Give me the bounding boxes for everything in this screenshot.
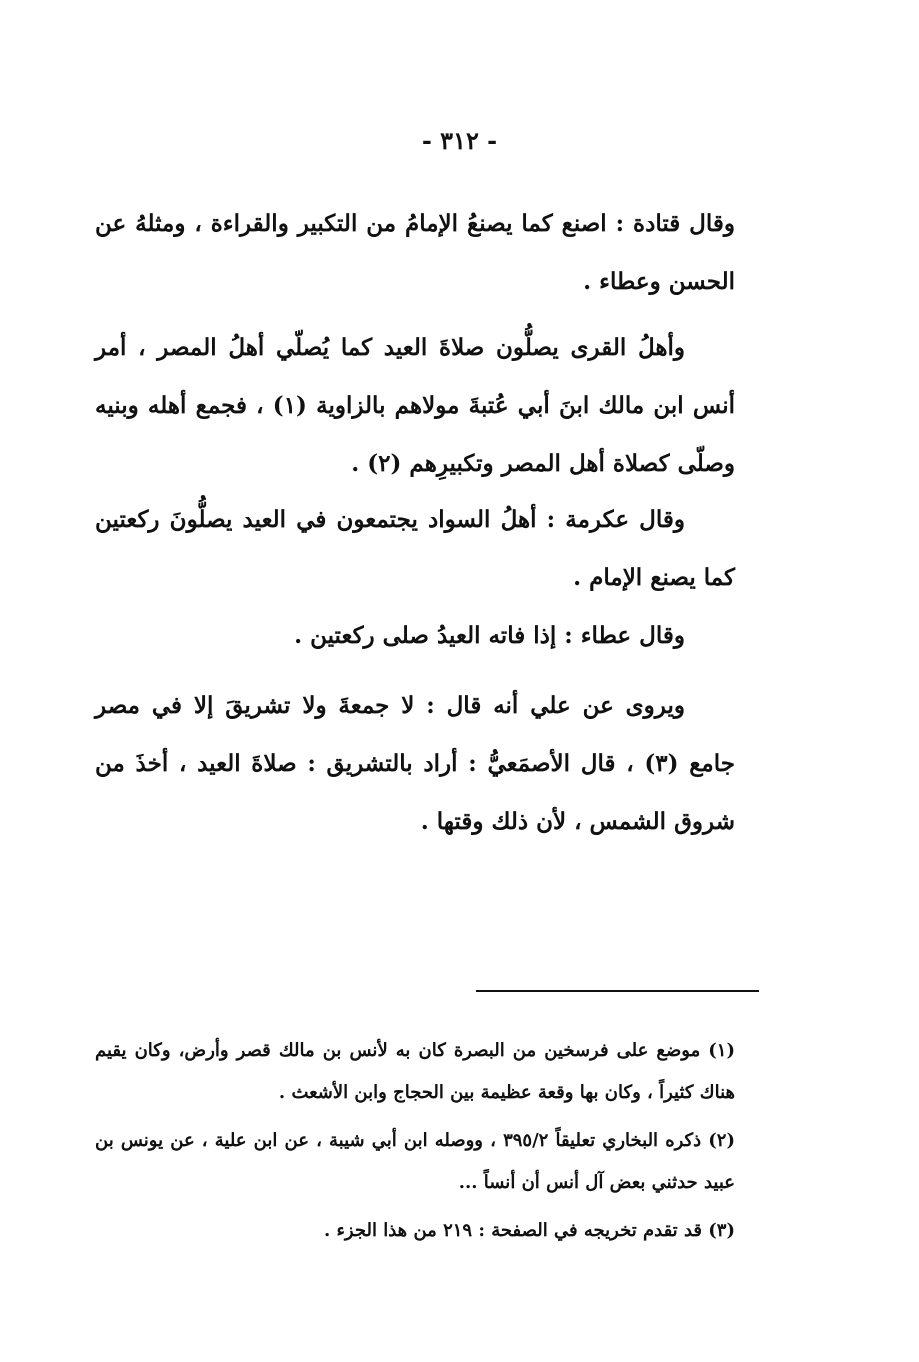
footnote-1: (١) موضع على فرسخين من البصرة كان به لأنس بن مالك قصر وأرض، وكان يقيم هناك كثيراً ، وكان بها وقعة عظيمة بين الحجاج وابن الأشعث . (95, 1040, 735, 1103)
footnote-2: (٢) ذكره البخاري تعليقاً ٣٩٥/٢ ، ووصله ابن أبي شيبة ، عن ابن علية ، عن يونس بن عبيد حدثني بعض آل أنس أن أنساً ... (95, 1130, 735, 1193)
paragraph-ikrima: وقال عكرمة : أهلُ السواد يجتمعون في العيد يصلُّونَ ركعتين كما يصنع الإمام . (95, 506, 735, 591)
page-number: - ٣١٢ - (421, 126, 498, 155)
paragraph-ata: وقال عطاء : إذا فاته العيدُ صلى ركعتين . (294, 622, 685, 649)
paragraph-ali: ويروى عن علي أنه قال : لا جمعةَ ولا تشريقَ إلا في مصر جامع (٣) ، قال الأصمَعيُّ : أراد بالتشريق : صلاةَ العيد ، أخذَ من شروق الشمس ، لأن ذلك وقتها . (95, 692, 735, 835)
paragraph-ahl-al-qura: وأهلُ القرى يصلُّون صلاةَ العيد كما يُصلّي أهلُ المصر ، أمر أنس ابن مالك ابنَ أبي عُتبةَ مولاهم بالزاوية (١) ، فجمع أهله وبنيه وصلّى كصلاة أهل المصر وتكبيرِهم (٢) . (95, 334, 735, 477)
footnote-divider (476, 990, 759, 992)
footnote-3: (٣) قد تقدم تخريجه في الصفحة : ٢١٩ من هذا الجزء . (323, 1220, 735, 1241)
paragraph-qatada: وقال قتادة : اصنع كما يصنعُ الإمامُ من التكبير والقراءة ، ومثلهُ عن الحسن وعطاء . (95, 210, 735, 295)
